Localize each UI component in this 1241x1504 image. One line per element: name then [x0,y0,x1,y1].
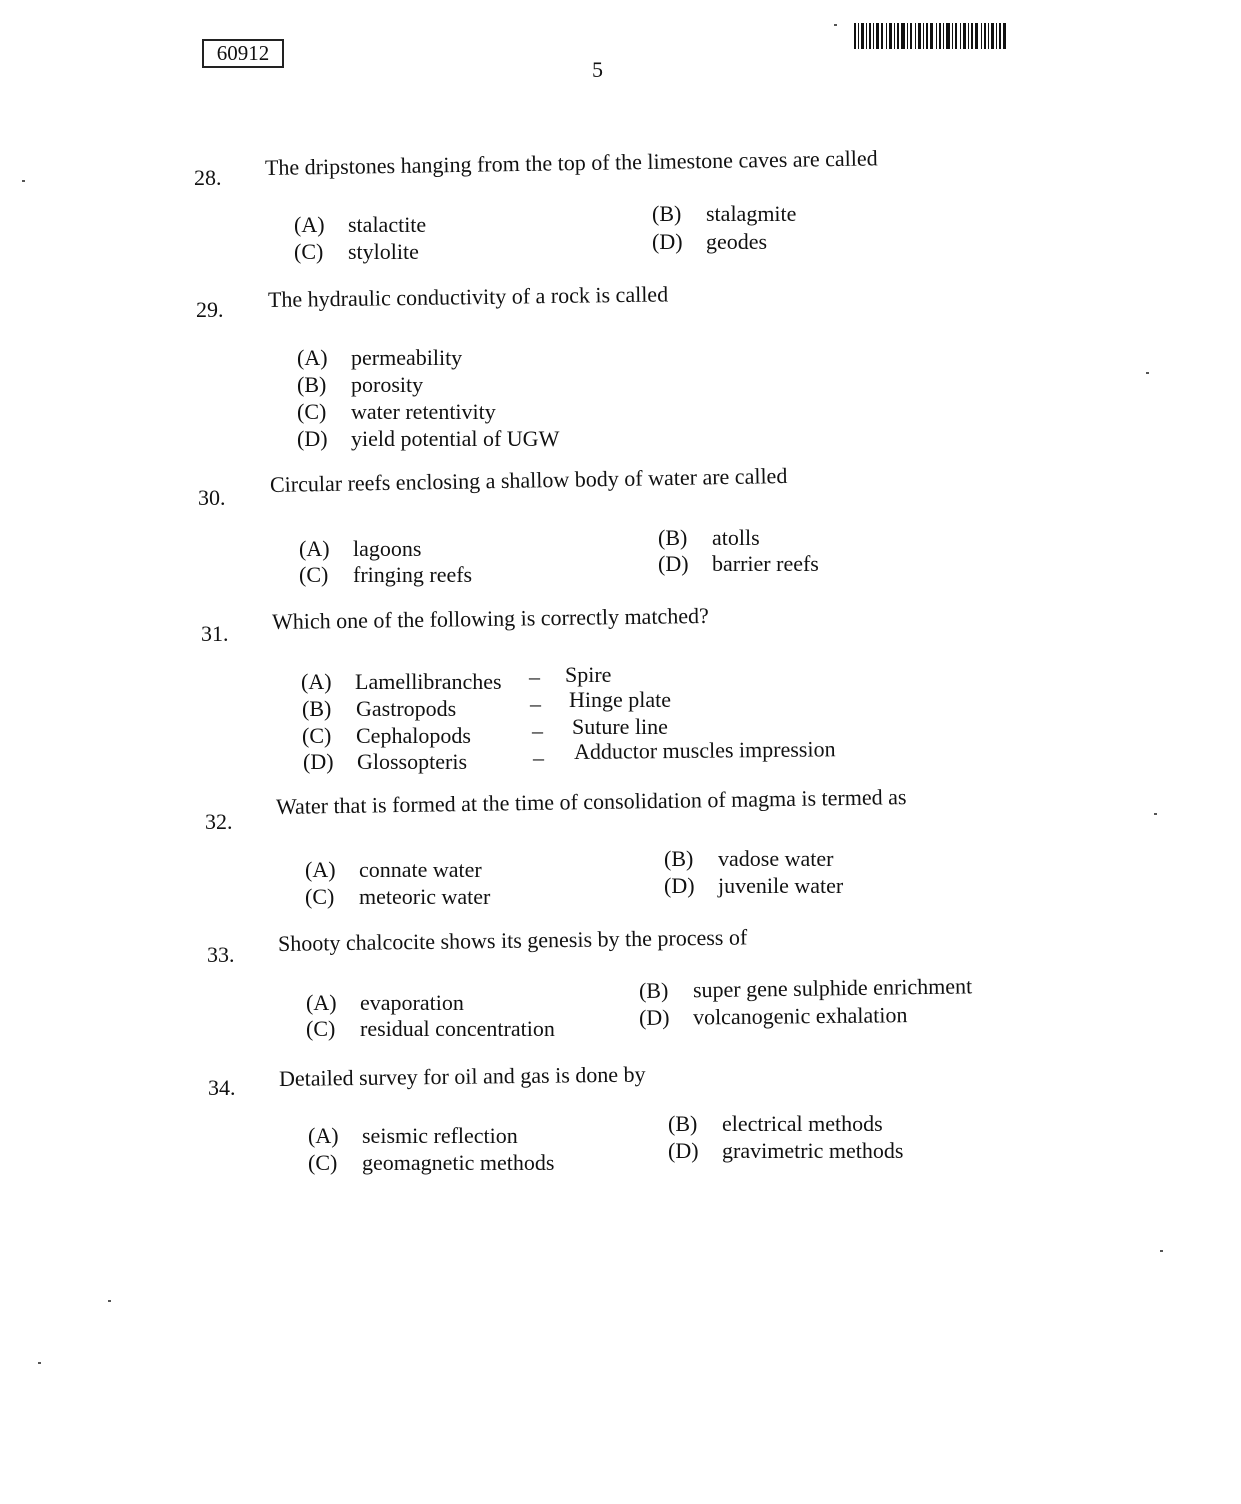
question-text: Circular reefs enclosing a shallow body of water are called [269,462,788,497]
option-a: (A) evaporation [306,990,464,1015]
option-b: (B) super gene sulphide enrichment [638,973,973,1003]
option-b: (B) porosity [297,372,424,397]
option-b: (B) stalagmite [652,201,797,226]
option-a-match: Spire [565,662,612,687]
option-d: (D) Glossopteris [303,749,467,774]
option-b: (B) Gastropods [302,696,457,721]
question-number: 31. [201,621,229,646]
scan-speck [1146,372,1149,374]
match-dash: – [532,718,543,743]
option-c: (C) water retentivity [297,399,496,424]
option-c: (C) meteoric water [305,884,491,909]
option-b: (B) atolls [658,525,760,550]
option-b: (B) electrical methods [668,1111,883,1136]
question-text: Which one of the following is correctly matched? [271,602,709,634]
scan-speck [1160,1250,1163,1252]
option-d: (D) volcanogenic exhalation [638,1002,908,1030]
question-text: Detailed survey for oil and gas is done by [278,1061,646,1091]
option-a: (A) seismic reflection [308,1123,518,1148]
barcode-image [854,23,1006,49]
scan-speck [834,24,837,26]
page-number: 5 [592,57,603,82]
option-c-match: Suture line [572,714,668,739]
option-a: (A) lagoons [299,536,422,561]
option-d: (D) barrier reefs [658,551,819,576]
question-text: Shooty chalcocite shows its genesis by the process of [277,924,748,956]
question-number: 29. [196,297,224,322]
match-dash: – [530,691,541,716]
scan-speck [1154,813,1157,815]
option-b: (B) vadose water [664,846,834,871]
option-a: (A) permeability [297,345,463,370]
option-c: (C) fringing reefs [299,562,473,587]
question-number: 30. [198,485,226,510]
option-b-match: Hinge plate [569,687,672,712]
option-c: (C) geomagnetic methods [308,1150,555,1175]
option-d: (D) gravimetric methods [668,1138,904,1163]
option-d: (D) yield potential of UGW [297,426,560,451]
option-d: (D) juvenile water [664,873,844,898]
option-a: (A) Lamellibranches [301,669,502,694]
paper-code-box: 60912 [202,39,284,68]
question-text: The dripstones hanging from the top of the limestone caves are called [264,145,878,180]
option-d-match: Adductor muscles impression [573,736,836,764]
scan-speck [22,180,25,182]
option-c: (C) stylolite [294,239,419,264]
option-a: (A) connate water [305,857,482,882]
question-number: 33. [207,942,235,967]
question-text: Water that is formed at the time of consolidation of magma is termed as [275,784,907,819]
question-text: The hydraulic conductivity of a rock is called [267,281,669,312]
option-a: (A) stalactite [294,212,427,237]
scan-speck [108,1300,111,1302]
scan-speck [38,1362,41,1364]
match-dash: – [529,664,540,689]
match-dash: – [533,745,544,770]
question-number: 28. [194,165,222,190]
option-d: (D) geodes [652,229,768,254]
question-number: 34. [208,1075,236,1100]
option-c: (C) residual concentration [306,1016,555,1041]
question-number: 32. [205,809,233,834]
option-c: (C) Cephalopods [302,723,471,748]
